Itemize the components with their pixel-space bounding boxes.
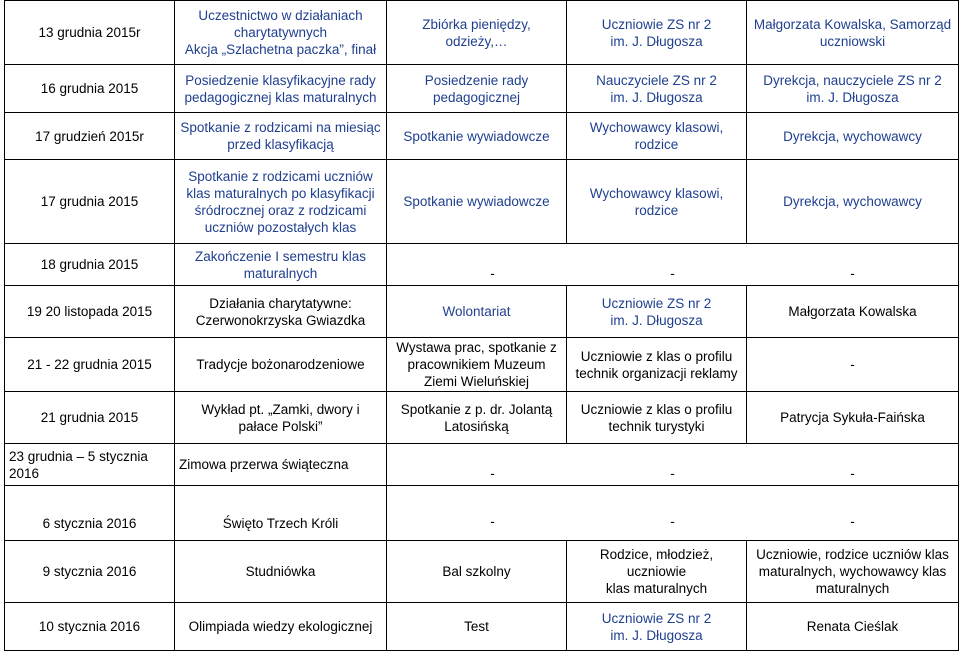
date-cell: 10 stycznia 2016 <box>5 603 175 651</box>
table-row <box>5 603 959 651</box>
table-row <box>5 338 959 392</box>
date-cell: 23 grudnia – 5 stycznia 2016 <box>5 444 175 486</box>
dash: - <box>850 465 855 481</box>
date-cell: 17 grudzień 2015r <box>5 113 175 160</box>
dash: - <box>850 514 855 529</box>
date-cell: 21 - 22 grudnia 2015 <box>5 338 175 392</box>
form-cell: Spotkanie wywiadowcze <box>387 160 567 244</box>
table-row <box>5 486 959 541</box>
table-row <box>5 286 959 338</box>
participants-cell: Uczniowie ZS nr 2 im. J. Długosza <box>567 1 747 65</box>
form-cell: Zbiórka pieniędzy, odzieży,… <box>387 1 567 65</box>
event-cell: Spotkanie z rodzicami na miesiąc przed klasyfikacją <box>175 113 387 160</box>
event-cell: Posiedzenie klasyfikacyjne rady pedagogicznej klas maturalnych <box>175 65 387 113</box>
responsible-cell: Dyrekcja, nauczyciele ZS nr 2 im. J. Długosza <box>747 65 959 113</box>
empty-dash-cell <box>387 244 959 286</box>
dash: - <box>670 265 675 281</box>
date-cell: 6 stycznia 2016 <box>5 486 175 541</box>
dash: - <box>670 514 675 529</box>
responsible-cell: Małgorzata Kowalska <box>747 286 959 338</box>
participants-cell: Uczniowie z klas o profilu technik organizacji reklamy <box>567 338 747 392</box>
participants-cell: Uczniowie ZS nr 2 im. J. Długosza <box>567 286 747 338</box>
event-cell: Studniówka <box>175 541 387 603</box>
schedule-table <box>4 0 959 651</box>
event-cell: Święto Trzech Króli <box>175 486 387 541</box>
table-row <box>5 65 959 113</box>
event-cell: Olimpiada wiedzy ekologicznej <box>175 603 387 651</box>
table-row <box>5 160 959 244</box>
participants-cell: Uczniowie z klas o profilu technik turystyki <box>567 392 747 444</box>
date-cell: 18 grudnia 2015 <box>5 244 175 286</box>
participants-cell: Wychowawcy klasowi, rodzice <box>567 113 747 160</box>
event-cell: Wykład pt. „Zamki, dwory i pałace Polski” <box>175 392 387 444</box>
table-row <box>5 1 959 65</box>
date-cell: 13 grudnia 2015r <box>5 1 175 65</box>
responsible-cell: Uczniowie, rodzice uczniów klas maturalnych, wychowawcy klas maturalnych <box>747 541 959 603</box>
form-cell: Spotkanie z p. dr. Jolantą Latosińską <box>387 392 567 444</box>
form-cell: Wystawa prac, spotkanie z pracownikiem Muzeum Ziemi Wieluńskiej <box>387 338 567 392</box>
event-cell: Tradycje bożonarodzeniowe <box>175 338 387 392</box>
form-cell: Bal szkolny <box>387 541 567 603</box>
dash: - <box>490 465 495 481</box>
date-cell: 9 stycznia 2016 <box>5 541 175 603</box>
participants-cell: Rodzice, młodzież, uczniowie klas maturalnych <box>567 541 747 603</box>
form-cell: Test <box>387 603 567 651</box>
date-cell: 16 grudnia 2015 <box>5 65 175 113</box>
dash: - <box>490 265 495 281</box>
table-row <box>5 392 959 444</box>
form-cell: Posiedzenie rady pedagogicznej <box>387 65 567 113</box>
dash: - <box>490 514 495 529</box>
table-row <box>5 541 959 603</box>
date-cell: 21 grudnia 2015 <box>5 392 175 444</box>
responsible-cell: Patrycja Sykuła-Faińska <box>747 392 959 444</box>
form-cell: Spotkanie wywiadowcze <box>387 113 567 160</box>
empty-dash-cell <box>387 444 959 486</box>
table-row <box>5 113 959 160</box>
responsible-cell: Dyrekcja, wychowawcy <box>747 113 959 160</box>
responsible-cell: Renata Cieślak <box>747 603 959 651</box>
form-cell: Wolontariat <box>387 286 567 338</box>
event-cell: Zimowa przerwa świąteczna <box>175 444 387 486</box>
event-cell: Spotkanie z rodzicami uczniów klas maturalnych po klasyfikacji śródrocznej oraz z rodzicami uczniów pozostałych klas <box>175 160 387 244</box>
table-row <box>5 444 959 486</box>
dash: - <box>670 465 675 481</box>
event-cell: Działania charytatywne: Czerwonokrzyska Gwiazdka <box>175 286 387 338</box>
event-cell: Zakończenie I semestru klas maturalnych <box>175 244 387 286</box>
responsible-cell: Małgorzata Kowalska, Samorząd uczniowski <box>747 1 959 65</box>
dash: - <box>850 265 855 281</box>
participants-cell: Uczniowie ZS nr 2 im. J. Długosza <box>567 603 747 651</box>
participants-cell: Nauczyciele ZS nr 2 im. J. Długosza <box>567 65 747 113</box>
event-cell: Uczestnictwo w działaniach charytatywnych Akcja „Szlachetna paczka”, finał <box>175 1 387 65</box>
responsible-cell: Dyrekcja, wychowawcy <box>747 160 959 244</box>
date-cell: 17 grudnia 2015 <box>5 160 175 244</box>
participants-cell: Wychowawcy klasowi, rodzice <box>567 160 747 244</box>
date-cell: 19 20 listopada 2015 <box>5 286 175 338</box>
responsible-cell: - <box>747 338 959 392</box>
table-row <box>5 244 959 286</box>
empty-dash-cell <box>387 486 959 541</box>
